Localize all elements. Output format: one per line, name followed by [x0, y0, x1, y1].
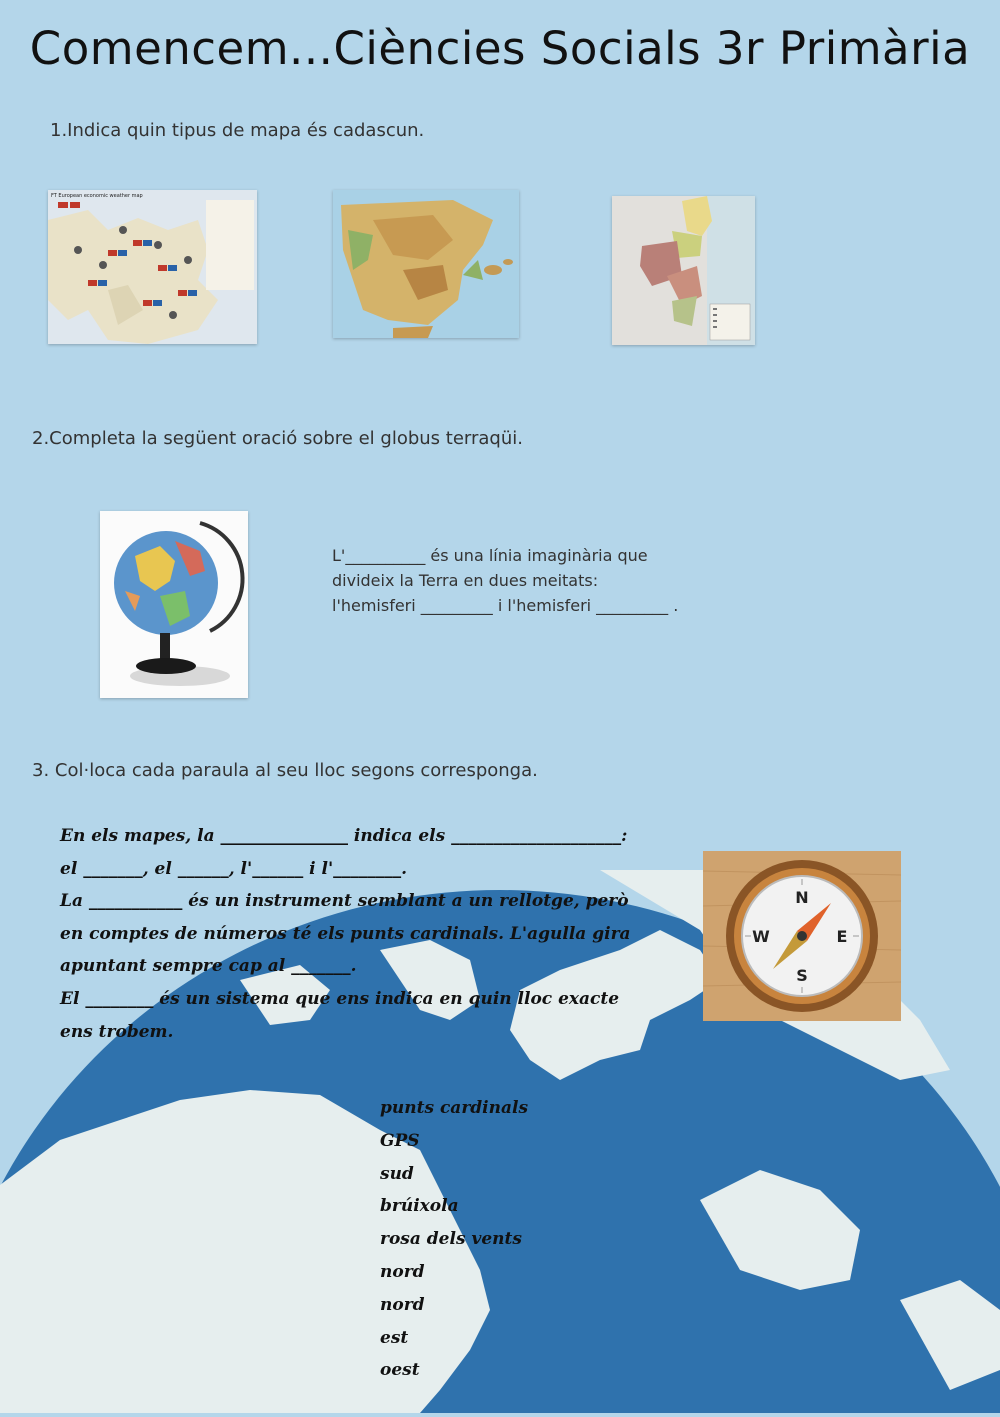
paragraph-line: En els mapes, la _______________ indica els ____________________: — [60, 826, 628, 846]
weather-map-image — [48, 190, 257, 344]
word-bank — [380, 1092, 528, 1387]
question-3-prompt: 3. Col·loca cada paraula al seu lloc segons corresponga. — [32, 760, 538, 781]
paragraph-line: en comptes de números té els punts cardinals. L'agulla gira — [60, 923, 631, 944]
paragraph-line: ens trobem. — [60, 1021, 174, 1042]
paragraph-line: La ___________ és un instrument semblant a un rellotge, però — [60, 891, 629, 912]
paragraph-line: el _______, el ______, l'______ i l'________. — [60, 858, 408, 879]
word-bank-item[interactable]: GPS — [380, 1130, 420, 1151]
physical-map-image — [333, 190, 519, 338]
paragraph-line: El ________ és un sistema que ens indica en quin lloc exacte — [60, 988, 620, 1009]
word-bank-item[interactable]: brúixola — [380, 1196, 459, 1217]
compass-south-label: S — [796, 966, 808, 985]
page-title: Comencem...Ciències Socials 3r Primària — [29, 22, 971, 75]
weather-map-heading: FT European economic weather map — [51, 193, 143, 199]
sentence-line: divideix la Terra en dues meitats: — [332, 571, 599, 590]
compass-west-label: W — [752, 927, 770, 946]
fill-in-paragraph — [60, 820, 680, 1048]
sentence-line: l'hemisferi _________ i l'hemisferi _________ . — [332, 596, 679, 615]
word-bank-item[interactable]: nord — [380, 1294, 425, 1315]
compass-north-label: N — [795, 888, 809, 907]
question-1-prompt: 1.Indica quin tipus de mapa és cadascun. — [50, 120, 425, 141]
political-map-image — [612, 196, 755, 345]
sentence-line: L'__________ és una línia imaginària que — [332, 546, 648, 565]
word-bank-item[interactable]: oest — [380, 1360, 420, 1381]
compass-east-label: E — [836, 927, 848, 946]
compass-image — [703, 851, 901, 1021]
word-bank-item[interactable]: rosa dels vents — [380, 1229, 522, 1250]
globe-image — [100, 511, 248, 698]
globe-sentence — [332, 543, 692, 618]
question-2-prompt: 2.Completa la següent oració sobre el globus terraqüi. — [32, 428, 523, 449]
word-bank-item[interactable]: est — [380, 1327, 409, 1348]
paragraph-line: apuntant sempre cap al _______. — [60, 956, 357, 977]
word-bank-item[interactable]: nord — [380, 1261, 425, 1282]
word-bank-item[interactable]: sud — [380, 1163, 414, 1184]
word-bank-item[interactable]: punts cardinals — [380, 1098, 529, 1118]
